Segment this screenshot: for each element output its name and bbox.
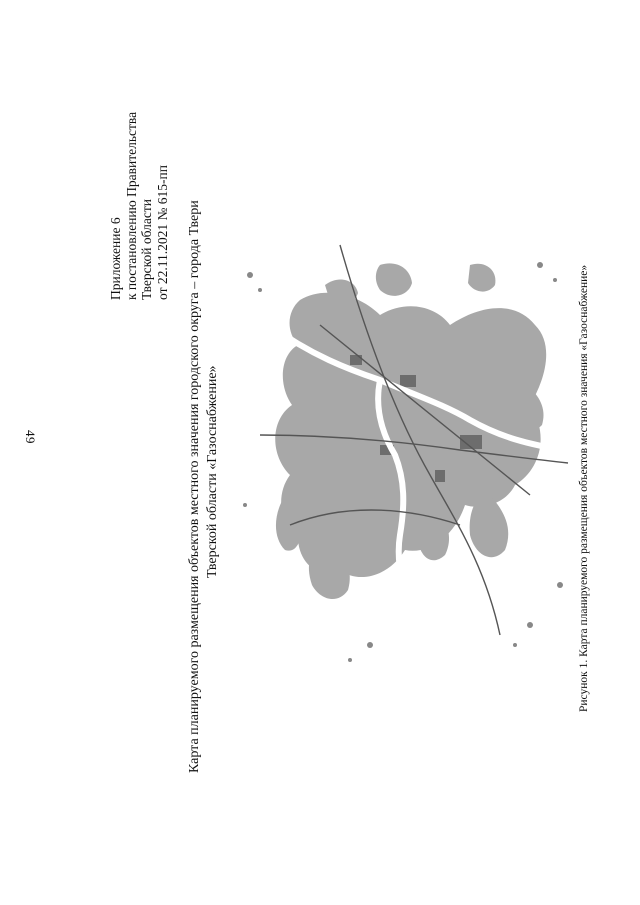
page-number: 49 [23, 430, 38, 444]
appendix-line-1: Приложение 6 [108, 217, 123, 300]
map-title-line-2: Тверской области «Газоснабжение» [205, 365, 220, 578]
appendix-line-2: к постановлению Правительства [123, 111, 139, 300]
map-title-line-1: Карта планируемого размещения объектов местного значения городского округа – города Твери [187, 200, 202, 773]
appendix-header [108, 112, 170, 300]
appendix-line-4: от 22.11.2021 № 615-пп [154, 165, 170, 300]
city-map [230, 205, 570, 675]
urban-areas [275, 263, 546, 599]
city-map-image [230, 205, 570, 680]
figure-caption: Рисунок 1. Карта планируемого размещения объектов местного значения «Газоснабжение» [578, 264, 590, 712]
map-title [186, 200, 222, 773]
appendix-line-3: Тверской области [139, 199, 154, 300]
